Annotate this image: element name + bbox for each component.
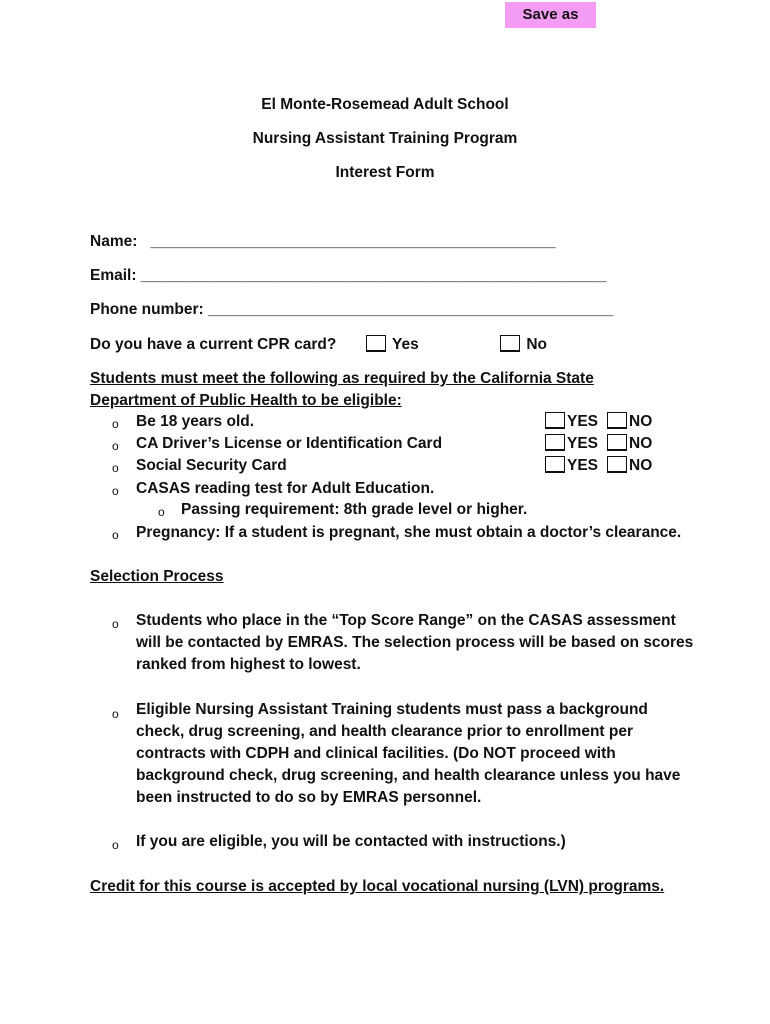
paragraph-line: will be contacted by EMRAS. The selection process will be based on scores: [136, 634, 694, 651]
requirements-heading-line2: Department of Public Health to be eligible:: [90, 392, 402, 409]
yes-label: YES: [567, 413, 599, 430]
phone-label: Phone number:: [90, 301, 204, 318]
yes-label: YES: [567, 435, 599, 452]
form-title: Interest Form: [335, 164, 435, 181]
ssc-yes-option[interactable]: [545, 455, 598, 477]
requirement-item-casas: CASAS reading test for Adult Education.: [136, 480, 435, 497]
license-no-option[interactable]: [607, 433, 652, 455]
license-yes-checkbox[interactable]: [545, 434, 565, 451]
requirement-sub-item: Passing requirement: 8th grade level or higher.: [181, 501, 528, 518]
bullet-icon: o: [112, 439, 119, 453]
email-blank[interactable]: ______________________________________________________: [140, 267, 607, 284]
license-no-checkbox[interactable]: [607, 434, 627, 451]
no-label: NO: [629, 435, 653, 452]
cpr-yes-option[interactable]: [366, 334, 419, 356]
cpr-question: Do you have a current CPR card?: [90, 336, 337, 353]
save-as-button[interactable]: Save as: [505, 2, 596, 28]
no-label: NO: [629, 413, 653, 430]
selection-paragraph-1: [136, 610, 696, 676]
requirement-pregnancy: Pregnancy: If a student is pregnant, she must obtain a doctor’s clearance.: [136, 524, 682, 541]
bullet-icon: o: [112, 617, 119, 631]
selection-heading: Selection Process: [90, 568, 224, 585]
bullet-icon: o: [112, 417, 119, 431]
requirement-item-ssc: Social Security Card: [136, 457, 287, 474]
paragraph-line: Eligible Nursing Assistant Training students must pass a background: [136, 701, 648, 718]
name-label: Name:: [90, 233, 138, 250]
cpr-no-option[interactable]: [500, 334, 547, 356]
paragraph-line: check, drug screening, and health clearance prior to enrollment per: [136, 723, 633, 740]
school-name: El Monte-Rosemead Adult School: [261, 96, 509, 113]
credit-footer: Credit for this course is accepted by local vocational nursing (LVN) programs.: [90, 878, 665, 895]
bullet-icon: o: [112, 461, 119, 475]
ssc-no-option[interactable]: [607, 455, 652, 477]
cpr-yes-label: Yes: [392, 336, 419, 353]
paragraph-line: background check, drug screening, and health clearance unless you have: [136, 767, 681, 784]
ssc-yes-checkbox[interactable]: [545, 456, 565, 473]
paragraph-line: been instructed to do so by EMRAS personnel.: [136, 789, 482, 806]
paragraph-line: ranked from highest to lowest.: [136, 656, 361, 673]
sub-bullet-icon: o: [158, 505, 165, 519]
name-blank[interactable]: _______________________________________________: [150, 233, 556, 250]
license-yes-option[interactable]: [545, 433, 598, 455]
name-field[interactable]: [90, 231, 555, 253]
bullet-icon: o: [112, 484, 119, 498]
ssc-no-checkbox[interactable]: [607, 456, 627, 473]
phone-blank[interactable]: _______________________________________________: [207, 301, 614, 318]
age-yes-option[interactable]: [545, 411, 598, 433]
selection-paragraph-3: If you are eligible, you will be contacted with instructions.): [136, 833, 566, 850]
age-no-option[interactable]: [607, 411, 652, 433]
bullet-icon: o: [112, 528, 119, 542]
email-field[interactable]: [90, 265, 606, 287]
age-no-checkbox[interactable]: [607, 412, 627, 429]
program-name: Nursing Assistant Training Program: [252, 130, 518, 147]
requirement-item-license: CA Driver’s License or Identification Card: [136, 435, 443, 452]
requirements-heading-line1: Students must meet the following as required by the California State: [90, 370, 594, 387]
selection-paragraph-2: [136, 699, 696, 809]
cpr-no-checkbox[interactable]: [500, 335, 520, 352]
age-yes-checkbox[interactable]: [545, 412, 565, 429]
paragraph-line: Students who place in the “Top Score Range” on the CASAS assessment: [136, 612, 676, 629]
cpr-yes-checkbox[interactable]: [366, 335, 386, 352]
requirement-item-age: Be 18 years old.: [136, 413, 255, 430]
bullet-icon: o: [112, 838, 119, 852]
no-label: NO: [629, 457, 653, 474]
paragraph-line: contracts with CDPH and clinical facilities. (Do NOT proceed with: [136, 745, 616, 762]
yes-label: YES: [567, 457, 599, 474]
phone-field[interactable]: [90, 299, 613, 321]
bullet-icon: o: [112, 707, 119, 721]
cpr-no-label: No: [526, 336, 547, 353]
email-label: Email:: [90, 267, 137, 284]
